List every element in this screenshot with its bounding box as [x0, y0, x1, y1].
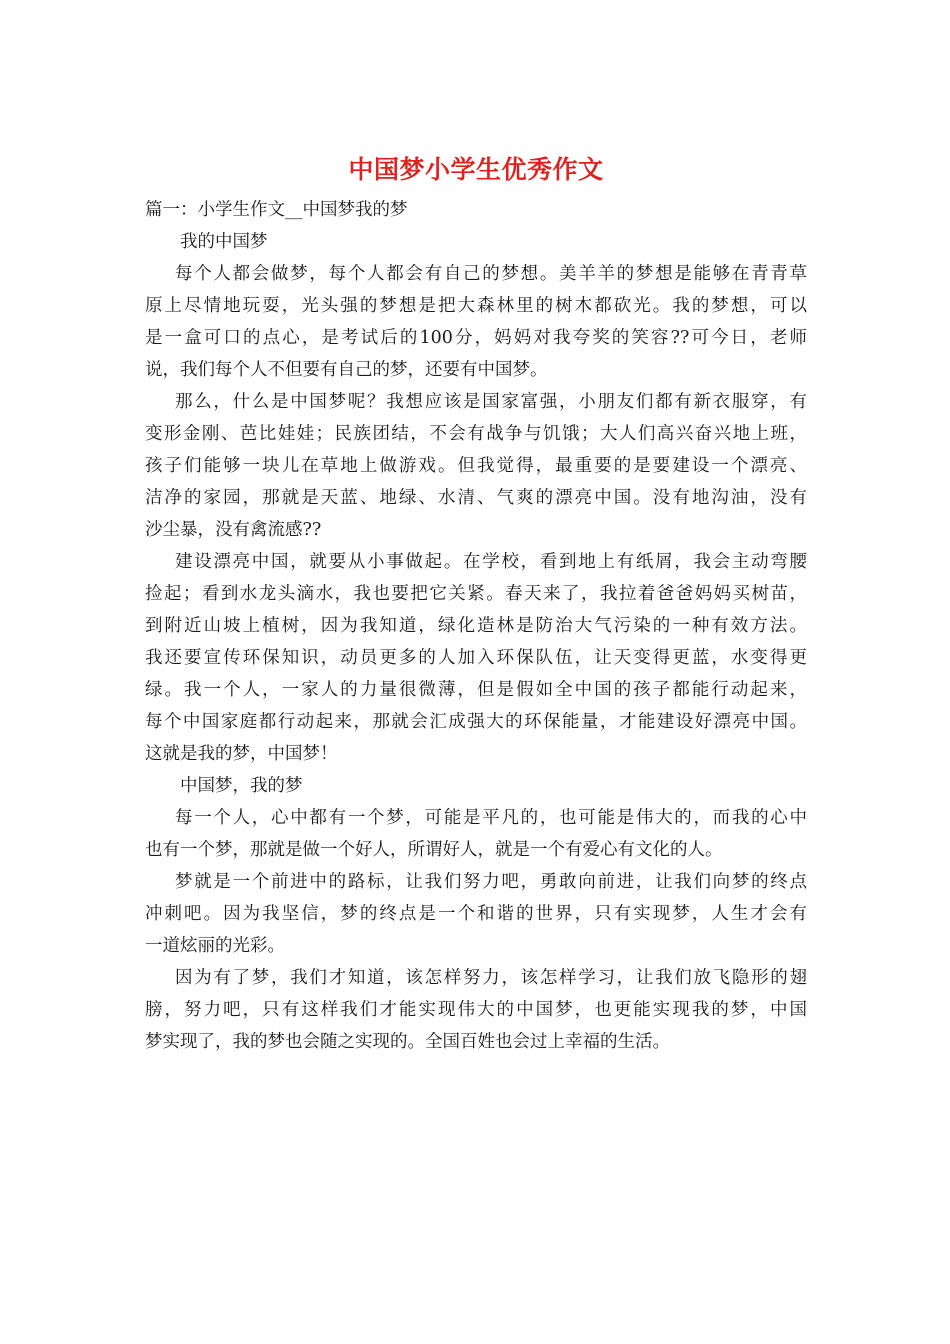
- paragraph-line: 洁净的家园，那就是天蓝、地绿、水清、气爽的漂亮中国。没有地沟油，没有: [145, 488, 807, 508]
- paragraph: [145, 546, 807, 770]
- paragraph-line: 冲刺吧。因为我坚信，梦的终点是一个和谐的世界，只有实现梦，人生才会有: [145, 904, 807, 924]
- paragraph-line: 我还要宣传环保知识，动员更多的人加入环保队伍，让天变得更蓝，水变得更: [145, 648, 807, 668]
- paragraph-line: 梦实现了，我的梦也会随之实现的。全国百姓也会过上幸福的生活。: [145, 1032, 670, 1052]
- paragraph-line: 每个人都会做梦，每个人都会有自己的梦想。美羊羊的梦想是能够在青青草: [175, 264, 807, 284]
- essay2-title: 中国梦，我的梦: [180, 776, 303, 796]
- paragraph: [145, 962, 807, 1058]
- paragraph: [145, 866, 807, 962]
- paragraph-line: 说，我们每个人不但要有自己的梦，还要有中国梦。: [145, 360, 548, 380]
- paragraph-line: 每一个人，心中都有一个梦，可能是平凡的，也可能是伟大的，而我的心中: [175, 808, 807, 828]
- paragraph-line: 沙尘暴，没有禽流感??: [145, 520, 322, 540]
- paragraph-line: 建设漂亮中国，就要从小事做起。在学校，看到地上有纸屑，我会主动弯腰: [175, 552, 807, 572]
- paragraph-line: 到附近山坡上植树，因为我知道，绿化造林是防治大气污染的一种有效方法。: [145, 616, 807, 636]
- paragraph-line: 梦就是一个前进中的路标，让我们努力吧，勇敢向前进，让我们向梦的终点: [175, 872, 807, 892]
- paragraph-line: 原上尽情地玩耍，光头强的梦想是把大森林里的树木都砍光。我的梦想，可以: [145, 296, 807, 316]
- paragraph-line: 捡起；看到水龙头滴水，我也要把它关紧。春天来了，我拉着爸爸妈妈买树苗，: [145, 584, 807, 604]
- paragraph-line: 膀，努力吧，只有这样我们才能实现伟大的中国梦，也更能实现我的梦，中国: [145, 1000, 807, 1020]
- paragraph-line: 是一盒可口的点心，是考试后的100分，妈妈对我夸奖的笑容??可今日，老师: [145, 328, 807, 348]
- essay1-body: [145, 258, 807, 770]
- paragraph-line: 这就是我的梦，中国梦！: [145, 744, 338, 764]
- paragraph: [145, 386, 807, 546]
- paragraph-line: 因为有了梦，我们才知道，该怎样努力，该怎样学习，让我们放飞隐形的翅: [175, 968, 807, 988]
- essay1-title: 我的中国梦: [180, 232, 268, 252]
- paragraph: [145, 802, 807, 866]
- section-heading: 篇一：小学生作文__中国梦我的梦: [145, 200, 408, 220]
- document-title: 中国梦小学生优秀作文: [348, 155, 604, 184]
- paragraph-line: 每个中国家庭都行动起来，那就会汇成强大的环保能量，才能建设好漂亮中国。: [145, 712, 807, 732]
- document-page: [145, 150, 807, 1058]
- paragraph-line: 变形金刚、芭比娃娃；民族团结，不会有战争与饥饿；大人们高兴奋兴地上班，: [145, 424, 807, 444]
- paragraph-line: 绿。我一个人，一家人的力量很微薄，但是假如全中国的孩子都能行动起来，: [145, 680, 807, 700]
- essay2-body: [145, 802, 807, 1058]
- paragraph-line: 那么，什么是中国梦呢？我想应该是国家富强，小朋友们都有新衣服穿，有: [175, 392, 807, 412]
- paragraph-line: 也有一个梦，那就是做一个好人，所谓好人，就是一个有爱心有文化的人。: [145, 840, 723, 860]
- paragraph-line: 一道炫丽的光彩。: [145, 936, 285, 956]
- paragraph: [145, 258, 807, 386]
- paragraph-line: 孩子们能够一块儿在草地上做游戏。但我觉得，最重要的是要建设一个漂亮、: [145, 456, 807, 476]
